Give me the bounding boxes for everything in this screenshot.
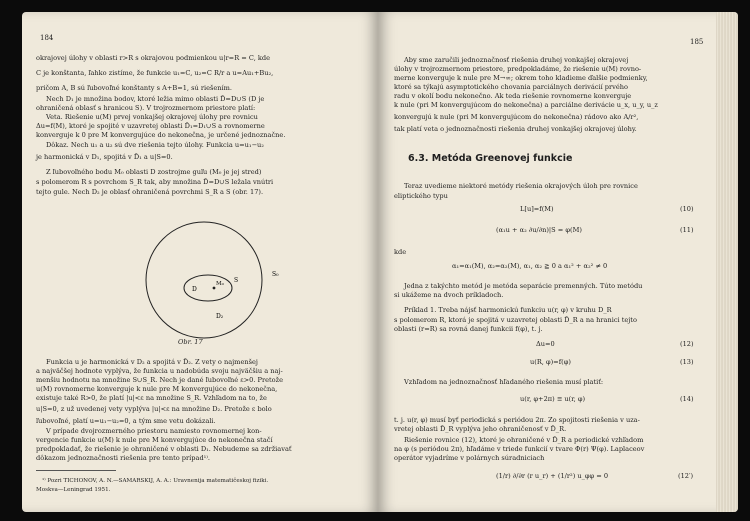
center-point [213, 287, 216, 290]
text-line: dôkazom jednoznačnosti riešenia pre tento prípad¹⁾. [36, 454, 211, 462]
text-line: V prípade dvojrozmerného priestoru namiesto rovnomernej kon- [46, 427, 262, 435]
equation-12: Δu=0 [536, 340, 555, 348]
text-line: menšiu hodnotu na množine S∪S_R. Nech je dané ľubovoľné ε>0. Pretože [36, 376, 284, 384]
equation-number: (14) [680, 395, 694, 403]
left-page [22, 12, 378, 512]
text-line: existuje také R>0, že platí |u|<ε na množine S_R. Vzhľadom na to, že [36, 394, 267, 402]
text-line: C je konštanta, ľahko zistíme, že funkcie u₁=C, u₂=C R/r a u=Au₁+Bu₂, [36, 69, 274, 77]
text-line: u|S=0, z už uvedenej vety vyplýva |u|<ε na množine D₂. Pretože ε bolo [36, 405, 272, 413]
right-page [378, 12, 738, 512]
equation-number: (11) [680, 226, 694, 234]
text-line: Príklad 1. Treba nájsť harmonickú funkciu u(r, φ) v kruhu D_R [404, 306, 612, 314]
text-line: na φ (s periódou 2π), hľadáme v triede funkcií v tvare Φ(r) Ψ(φ). Laplaceov [394, 445, 645, 453]
outer-sphere-circle [146, 222, 262, 338]
equation-number: (10) [680, 205, 694, 213]
text-line: s polomerom R, ktorá je spojitá v uzavretej oblasti D̄_R a na hranici tejto [394, 316, 637, 324]
equation-number: (12) [680, 340, 694, 348]
equation-14: u(r, φ+2π) ≡ u(r, φ) [520, 395, 586, 403]
equation-10: L[u]=f(M) [520, 205, 554, 213]
text-line: Funkcia u je harmonická v D₂ a spojitá v D̄₂. Z vety o najmenšej [46, 358, 258, 366]
label-outer-sphere: S₀ [272, 271, 279, 278]
text-line: eliptického typu [394, 192, 448, 200]
text-line: ohraničená oblasť s hranicou S). V trojrozmernom priestore platí: [36, 104, 256, 112]
figure-17 [122, 218, 292, 346]
text-line: vergencie funkcie u(M) k nule pre M konvergujúce do nekonečna stačí [36, 436, 273, 444]
text-line: u(M) rovnomerne konverguje k nule pre M konvergujúce do nekonečna, [36, 385, 278, 393]
text-line: k nule (pri M konvergujúcom do nekonečna) a parciálne derivácie u_x, u_y, u_z [394, 101, 658, 109]
text-line: konvergujú k nule (pri M konvergujúcom do nekonečna) rádovo ako A/r², [394, 113, 639, 121]
text-line: tejto gule. Nech D₂ je oblasť ohraničená povrchmi S_R a S (obr. 17). [36, 188, 264, 196]
page-number-left: 184 [40, 34, 54, 42]
text-line: Aby sme zaručili jednoznačnosť riešenia druhej vonkajšej okrajovej [404, 56, 629, 64]
footnote-line: ¹⁾ Pozri TICHONOV, A. N.—SAMARSKIJ, A. A.: Uravnenija matematičeskoj fiziki. [42, 478, 269, 484]
label-region-d: D [192, 286, 197, 293]
text-line: ľubovoľné, platí u=u₁−u₂=0, a tým sme vetu dokázali. [36, 417, 216, 425]
text-line: radu v okolí bodu nekonečno. Ak teda riešenie rovnomerne konverguje [394, 92, 632, 100]
equation-11: (α₁u + α₂ ∂u/∂n)|S = φ(M) [496, 226, 582, 234]
equation-alpha-conditions: α₁=α₁(M), α₂=α₂(M), α₁, α₂ ≧ 0 a α₁² + α₂² ≠ 0 [452, 262, 608, 270]
text-line: oblasti (r=R) sa rovná danej funkcii f(φ), t. j. [394, 325, 543, 333]
figure-caption: Obr. 17 [178, 338, 203, 346]
footnote-rule [36, 470, 116, 471]
text-line: Δu=f(M), ktoré je spojité v uzavretej oblasti D̄₁=D₁∪S a rovnomerne [36, 122, 265, 130]
text-line: t. j. u(r, φ) musí byť periodická s periódou 2π. Zo spojitosti riešenia v uza- [394, 416, 640, 424]
text-line: s polomerom R s povrchom S_R tak, aby množina D̄=D∪S ležala vnútri [36, 178, 274, 186]
text-line: Z ľubovoľného bodu M₀ oblasti D zostrojme guľu (M₀ je jej stred) [46, 168, 262, 176]
text-line: Dôkaz. Nech u₁ a u₂ sú dve riešenia tejto úlohy. Funkcia u=u₁−u₂ [46, 141, 264, 149]
kde-label: kde [394, 248, 407, 256]
label-region-d2: D₂ [216, 313, 224, 320]
text-line: Veta. Riešenie u(M) prvej vonkajšej okrajovej úlohy pre rovnicu [46, 113, 258, 121]
text-line: tak platí veta o jednoznačnosti riešenia druhej vonkajšej okrajovej úlohy. [394, 125, 637, 133]
page-edge [716, 12, 738, 512]
text-line: Teraz uvedieme niektoré metódy riešenia okrajových úloh pre rovnice [404, 182, 638, 190]
text-line: vretej oblasti D̄_R vyplýva jeho ohraničenosť v D̄_R. [394, 425, 567, 433]
label-boundary-s: S [234, 277, 239, 284]
equation-number: (13) [680, 358, 694, 366]
equation-12-prime: (1/r) ∂/∂r (r u_r) + (1/r²) u_φφ = 0 [496, 472, 609, 480]
text-line: okrajovej úlohy v oblasti r>R s okrajovou podmienkou u|r=R = C, kde [36, 54, 271, 62]
page-number-right: 185 [690, 38, 704, 46]
text-line: operátor vyjadríme v polárnych súradniciach [394, 454, 545, 462]
text-line: predpokladať, že riešenie je ohraničené v oblasti D₁. Nebudeme sa zdržiavať [36, 445, 292, 453]
text-line: Vzhľadom na jednoznačnosť hľadaného riešenia musí platiť: [404, 378, 604, 386]
footnote-line: Moskva—Leningrad 1951. [36, 487, 111, 493]
open-book [22, 12, 738, 512]
equation-13: u(R, φ)=f(φ) [530, 358, 571, 366]
text-line: a najväčšej hodnote vyplýva, že funkcia u nadobúda svoju najväčšiu a naj- [36, 367, 283, 375]
text-line: Jedna z takýchto metód je metóda separácie premenných. Túto metódu [404, 282, 643, 290]
text-line: konverguje k 0 pre M konvergujúce do nekonečna, je určené jednoznačne. [36, 131, 286, 139]
text-line: Riešenie rovnice (12), ktoré je ohraničené v D̄_R a periodické vzhľadom [404, 436, 644, 444]
text-line: Nech D₁ je množina bodov, ktoré ležia mimo oblasti D̄=D∪S (D je [46, 95, 265, 103]
text-line: merne konverguje k nule pre M→∞; okrem toho kladieme ďalšie podmienky, [394, 74, 648, 82]
text-line: pričom A, B sú ľubovoľné konštanty s A+B=1, sú riešením. [36, 84, 233, 92]
text-line: si ukážeme na dvoch príkladoch. [394, 291, 504, 299]
text-line: úlohy v trojrozmernom priestore, predpokladáme, že riešenie u(M) rovno- [394, 65, 642, 73]
section-heading: 6.3. Metóda Greenovej funkcie [408, 153, 573, 164]
equation-number: (12′) [678, 472, 694, 480]
text-line: ktoré sa týkajú asymptotického chovania parciálnych derivácií prvého [394, 83, 629, 91]
label-m0: M₀ [216, 281, 224, 287]
text-line: je harmonická v D₁, spojitá v D̄₁ a u|S=0. [36, 153, 173, 161]
